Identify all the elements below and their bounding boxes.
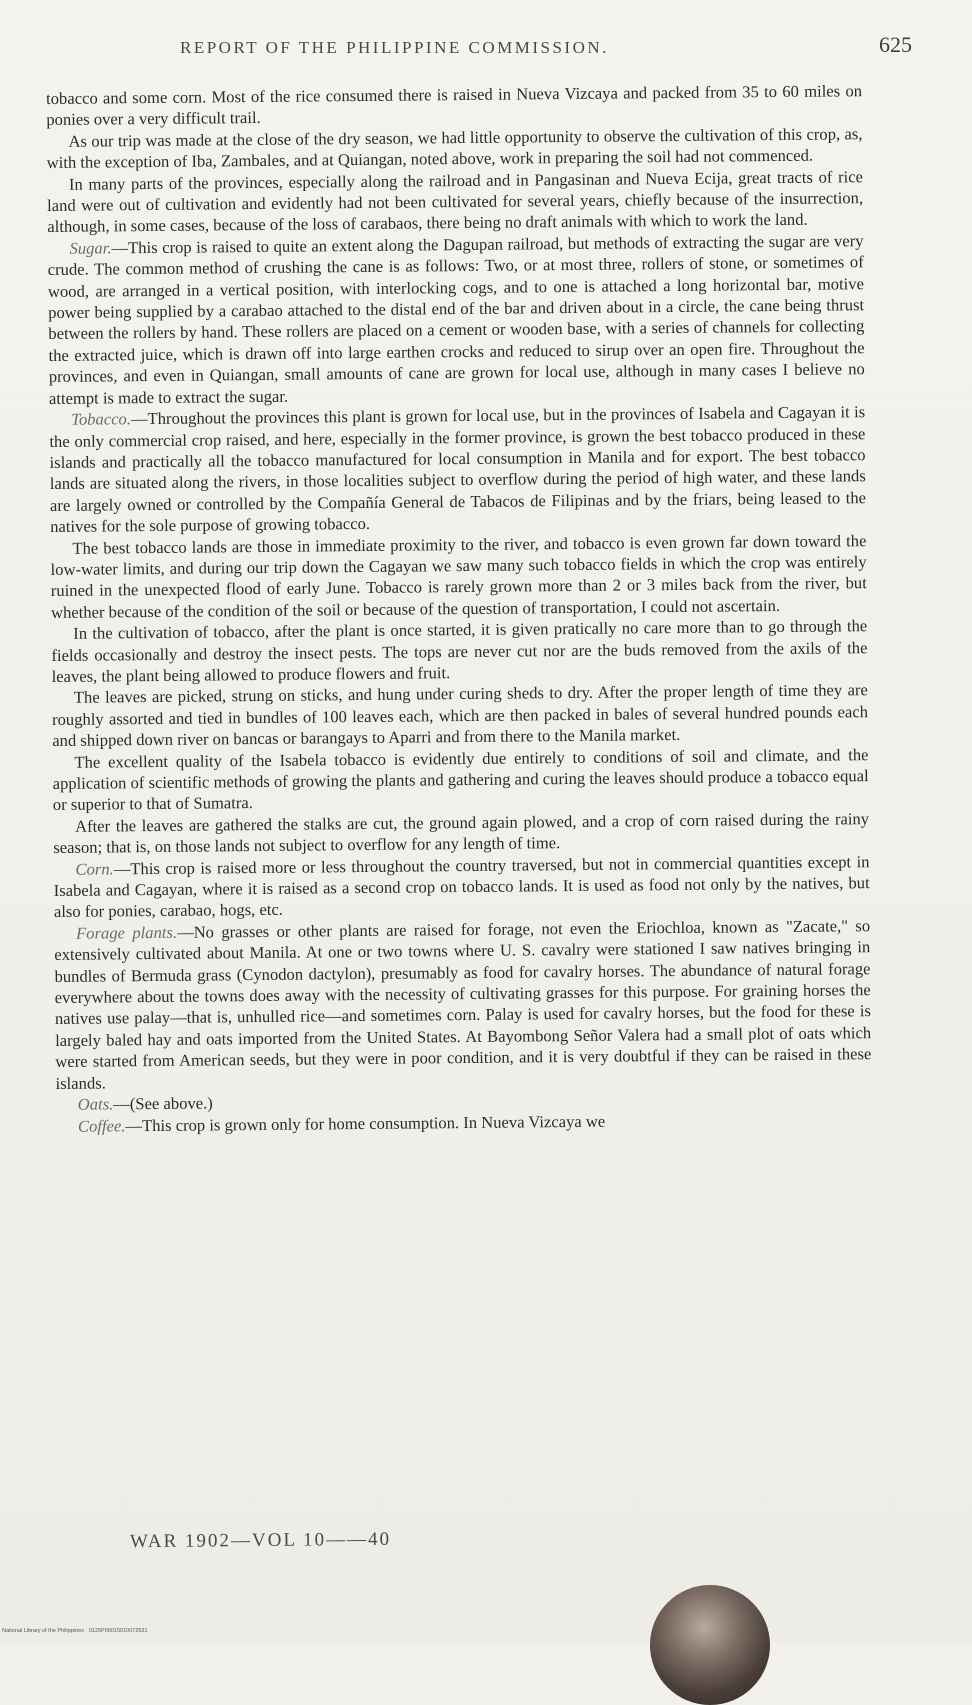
paragraph: The excellent quality of the Isabela tobacco is evidently due entirely to conditions of soil and climate, and the application of scientific methods of growing the plants and gathering and curing the leaves should produce a tobacco equal or superior to that of Sumatra. xyxy=(52,744,869,815)
section-lead: Tobacco. xyxy=(71,409,132,429)
scan-credit: National Library of the Philippines · 0125P00015010072531 xyxy=(2,1628,148,1634)
paragraph: In the cultivation of tobacco, after the plant is once started, it is given pratically no care more than to go through the fields occasionally and destroy the insect pests. The tops are never cut nor are the buds removed from the axils of the leaves, the plant being allowed to produce flowers and fruit. xyxy=(51,616,868,686)
scanner-thumb xyxy=(650,1585,770,1705)
paragraph: tobacco and some corn. Most of the rice consumed there is raised in Nueva Vizcaya and packed from 35 to 60 miles on ponies over a very difficult trail. xyxy=(46,81,863,130)
paragraph-coffee: Coffee.—This crop is grown only for home consumption. In Nueva Vizcaya we xyxy=(77,1111,606,1136)
paragraph-oats: Oats.—(See above.) xyxy=(77,1093,213,1114)
paragraph: In many parts of the provinces, especially along the railroad and in Pangasinan and Nueva Ecija, great tracts of rice land were out of cultivation and evidently had not been cultivated for several years, chiefly because of the insurrection, although, in some cases, because of the loss of carabaos, there being no draft animals with which to work the land. xyxy=(47,166,864,237)
paragraph: After the leaves are gathered the stalks are cut, the ground again plowed, and a crop of corn raised during the rainy season; that is, on those lands not subject to overflow for any length of time. xyxy=(53,808,870,858)
section-lead: Corn. xyxy=(75,859,114,879)
printer-signature: WAR 1902—VOL 10——40 xyxy=(129,1528,392,1553)
paragraph: The leaves are picked, strung on sticks, and hung under curing sheds to dry. After the proper length of time they are roughly assorted and tied in bundles of 100 leaves each, which are then packed in bales of several hundred pounds each and shipped down river on bancas or barangays to Aparri and from there to the Manila market. xyxy=(51,680,869,751)
paragraph: As our trip was made at the close of the dry season, we had little opportunity to observe the cultivation of this crop, as, with the exception of Iba, Zambales, and at Quiangan, noted above, work in preparing the soil had not commenced. xyxy=(46,123,863,173)
page-header xyxy=(40,30,912,60)
body-text xyxy=(46,80,872,1137)
running-title: REPORT OF THE PHILIPPINE COMMISSION. xyxy=(180,38,609,57)
page-number: 625 xyxy=(879,32,912,57)
section-lead: Sugar. xyxy=(69,238,112,258)
paragraph-sugar: Sugar.—This crop is raised to quite an extent along the Dagupan railroad, but methods of extracting the sugar are very crude. The common method of crushing the cane is as follows: Two, or at most three, rollers of stone, or sometimes of wood, are arranged in a vertical position, with interlocking cogs, and to one is attached a long horizontal bar, motive power being supplied by a carabao attached to the distal end of the bar and driven about in a circle, the cane being thrust between the rollers by hand. These rollers are placed on a cement or wooden base, with a series of channels for collecting the extracted juice, which is drawn off into large earthen crocks and reduced to sirup over an open fire. Throughout the provinces, and even in Quiangan, small amounts of cane are grown for local use, although in many cases I believe no attempt is made to extract the sugar. xyxy=(47,231,865,408)
paragraph-corn: Corn.—This crop is raised more or less throughout the country traversed, but not in commercial quantities except in Isabela and Cagayan, where it is raised as a second crop on tobacco lands. It is used as food not only by the natives, but also for ponies, carabao, hogs, etc. xyxy=(53,851,870,922)
paragraph-forage-plants: Forage plants.—No grasses or other plants are raised for forage, not even the Eriochloa, known as "Zacate," so extensively cultivated about Manila. At one or two towns where U. S. cavalry were stationed I saw natives bringing in bundles of Bermuda grass (Cynodon dactylon), presumably as food for cavalry horses. The abundance of natural forage everywhere about the towns does away with the necessity of cultivating grasses for this purpose. For graining horses the natives use palay—that is, unhulled rice—and sometimes corn. Palay is used for cavalry horses, but the food for these is largely baled hay and oats imported from the United States. At Bayombong Señor Valera had a small plot of oats which were started from American seeds, but they were in poor condition, and it is very doubtful if they can be raised in these islands. xyxy=(54,915,872,1093)
section-lead: Forage plants. xyxy=(76,922,178,943)
section-lead: Oats. xyxy=(77,1094,114,1114)
paragraph: The best tobacco lands are those in immediate proximity to the river, and tobacco is even grown far down toward the low-water limits, and during our trip down the Cagayan we saw many such tobacco fields in which the crop was entirely ruined in the unexpected flood of early June. Tobacco is rarely grown more than 2 or 3 miles back from the river, but whether because of the condition of the soil or because of the question of transportation, I could not ascertain. xyxy=(50,530,867,622)
paragraph-tobacco: Tobacco.—Throughout the provinces this plant is grown for local use, but in the provinces of Isabela and Cagayan it is the only commercial crop raised, and here, especially in the former province, is grown the best tobacco produced in these islands and practically all the tobacco manufactured for local consumption in Manila and for export. The best tobacco lands are situated along the rivers, in those localities subject to overflow during the period of high water, and these lands are largely owned or controlled by the Compañía General de Tabacos de Filipinas and by the friars, being leased to the natives for the sole purpose of growing tobacco. xyxy=(49,402,867,537)
section-lead: Coffee. xyxy=(77,1115,126,1136)
